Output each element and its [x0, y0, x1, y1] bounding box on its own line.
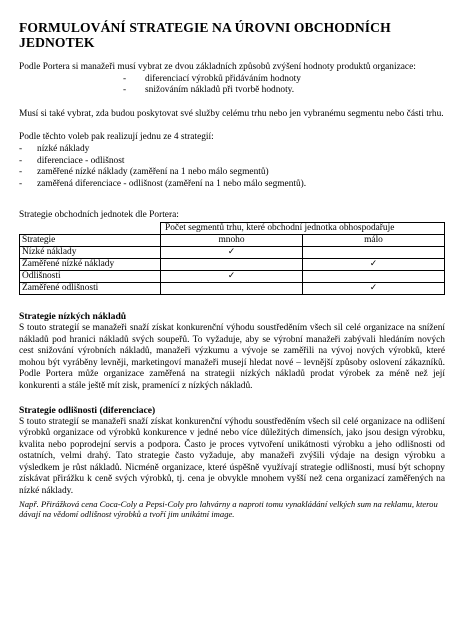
- strategy-label: Zaměřené nízké náklady: [20, 258, 161, 270]
- market-paragraph: Musí si také vybrat, zda budou poskytovat své služby celému trhu nebo jen vybranému segmentu nebo části trhu.: [19, 108, 444, 119]
- low-cost-paragraph: S touto strategií se manažeři snaží získat konkurenční výhodu soustředěním všech sil celé organizace na snížení nákladů pod hranici nákladů svých soupeřů. To vyžaduje, aby se výrobní manažeři zabývali hledáním nových cest snižování výrobních nákladů, manažeři výzkumu a vývoje se zaměřili na vývoj nových výrobků, které mohou být vyráběny levněji, marketingoví manažeři musejí hledat nové – levnější způsoby oslovení zákazníků. Podle Portera může organizace zaměřená na strategii nízkých nákladů prodat výrobek za méně než její konkurenti a stále ještě mít zisk, pramenící z nízkých nákladů.: [19, 322, 445, 391]
- check-mark-icon: ✓: [161, 246, 303, 258]
- many-column-header: mnoho: [161, 234, 303, 246]
- list-item: - diferenciací výrobků přidáváním hodnoty: [123, 74, 445, 86]
- strategy-column-header: Strategie: [20, 234, 161, 246]
- table-row: [20, 270, 445, 282]
- check-mark-icon: [161, 258, 303, 270]
- list-item: - zaměřené nízké náklady (zaměření na 1 nebo málo segmentů): [19, 167, 445, 179]
- intro-list: [123, 74, 445, 97]
- strategy-label: Nízké náklady: [20, 246, 161, 258]
- list-item: - snižováním nákladů při tvorbě hodnoty.: [123, 85, 445, 97]
- section-heading-low-cost: Strategie nízkých nákladů: [19, 310, 127, 322]
- page-title: FORMULOVÁNÍ STRATEGIE NA ÚROVNI OBCHODNÍCH JEDNOTEK: [19, 20, 391, 50]
- segments-header: Počet segmentů trhu, které obchodní jednotka obhospodařuje: [161, 222, 445, 234]
- list-item: - diferenciace - odlišnost: [19, 156, 445, 168]
- table-header-row: [20, 222, 445, 234]
- document-page: [19, 20, 445, 520]
- table-corner-cell: [20, 222, 161, 234]
- table-row: [20, 246, 445, 258]
- section-heading-differentiation: Strategie odlišnosti (diferenciace): [19, 404, 156, 416]
- example-note: Např. Přirážková cena Coca-Coly a Pepsi-Coly pro lahvárny a naproti tomu vynakládání velkých sum na reklamu, kterou dávají na vědomí odlišnost výrobků a tvoří jim unikátní image.: [19, 498, 438, 520]
- check-mark-icon: [161, 282, 303, 294]
- strategy-label: Zaměřené odlišnosti: [20, 282, 161, 294]
- table-row: [20, 282, 445, 294]
- check-mark-icon: ✓: [161, 270, 303, 282]
- strategies-intro: Podle těchto voleb pak realizují jednu ze 4 strategií:: [19, 132, 214, 143]
- table-header-row: [20, 234, 445, 246]
- table-caption: Strategie obchodních jednotek dle Portera:: [19, 210, 179, 221]
- list-item: - nízké náklady: [19, 144, 445, 156]
- few-column-header: málo: [303, 234, 445, 246]
- check-mark-icon: ✓: [303, 258, 445, 270]
- strategies-list: [19, 144, 445, 190]
- porter-strategy-table: [19, 222, 445, 295]
- table-row: [20, 258, 445, 270]
- differentiation-paragraph: S touto strategií se manažeři snaží získat konkurenční výhodu soustředěním všech sil celé organizace na odlišení výrobků organizace od výrobků konkurence v jedné nebo více důležitých dimensích, jako jsou design výrobku, kvalita nebo poprodejní servis a podpora. Často je proces vytvoření unikátnosti výrobku a jeho odlišnosti od ostatních, velmi drahý. Tato strategie často vyžaduje, aby manažeři zvýšili výdaje na design výrobku a výsledkem je růst nákladů. Nicméně organizace, které úspěšně využívají strategie odlišnosti, musí být schopny získávat přirážku k ceně svých výrobků, tj. cena je obvykle mnohem vyšší než cena organizací zaměřených na nízké náklady.: [19, 416, 445, 497]
- strategy-label: Odlišnosti: [20, 270, 161, 282]
- check-mark-icon: ✓: [303, 282, 445, 294]
- intro-paragraph: Podle Portera si manažeři musí vybrat ze dvou základních způsobů zvýšení hodnoty produktů organizace:: [19, 62, 416, 72]
- check-mark-icon: [303, 246, 445, 258]
- check-mark-icon: [303, 270, 445, 282]
- list-item: - zaměřená diferenciace - odlišnost (zaměření na 1 nebo málo segmentů).: [19, 179, 445, 191]
